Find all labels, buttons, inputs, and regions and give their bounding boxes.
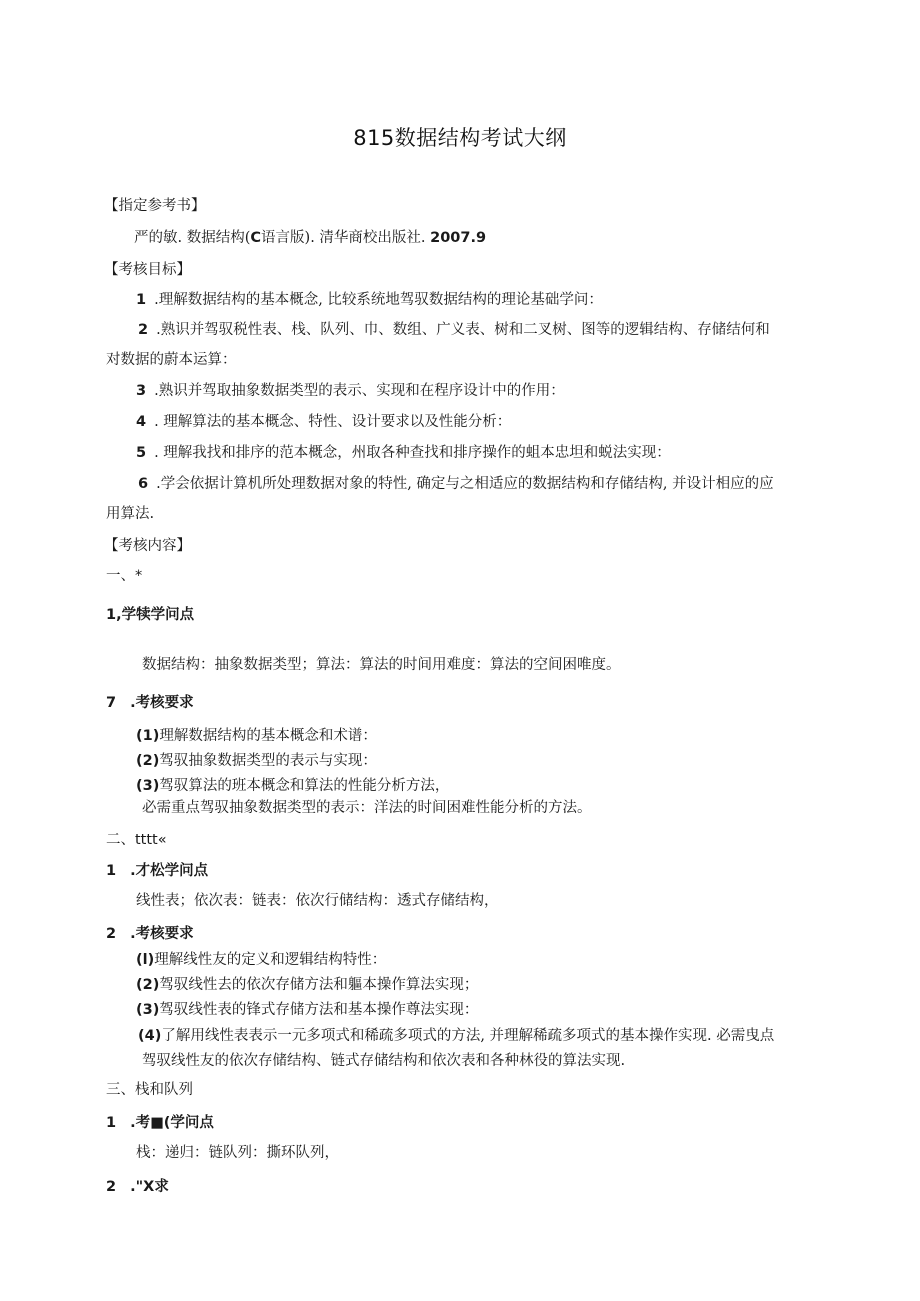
goal-item: 1 .理解数据结构的基本概念, 比较系统地驾驭数据结构的理论基础学问：: [136, 292, 603, 308]
part3-req-label: 2 ."X求: [106, 1179, 169, 1195]
ref-book-c: C: [250, 230, 262, 246]
part3-heading: 三、栈和队列: [106, 1082, 193, 1098]
part1-heading: 一、*: [106, 568, 143, 584]
ref-book-heading: 【指定参考书】: [104, 198, 206, 214]
ref-book-year: 2007.9: [430, 230, 487, 246]
part2-req-label: 2 .考核要求: [106, 926, 194, 942]
page-title: 815数据结构考试大纲: [353, 126, 567, 150]
goal-item-continuation: 用算法.: [106, 506, 155, 522]
part1-req-item: (3)驾驭算法的班本概念和算法的性能分析方法，: [136, 778, 450, 794]
goal-item: 6 .学会依据计算机所处理数据对象的特性, 确定与之相适应的数据结构和存储结构, 并设计相应的应: [138, 476, 774, 492]
part1-req-item: (1)理解数据结构的基本概念和术谱：: [136, 728, 377, 744]
goal-item: 2 .熟识并驾驭税性表、栈、队列、巾、数组、广义表、树和二叉树、图等的逻辑结构、存储结何和: [138, 322, 770, 338]
part2-note: 驾驭线性友的依次存储结构、链式存储结构和依次表和各种林役的算法实现.: [142, 1053, 626, 1069]
goal-item: 4 . 理解算法的基本概念、特性、设计要求以及性能分析：: [136, 414, 512, 430]
goal-item: 5 . 理解我找和排序的范本概念，州取各种查找和排序操作的蛆本忠坦和蜕法实现：: [136, 445, 671, 461]
goals-heading: 【考核目标】: [104, 262, 191, 278]
ref-book-publisher: 语言版). 清华商校出版社.: [261, 230, 426, 246]
part1-points-text: 数据结构：抽象数据类型；算法：算法的时间用难度：算法的空间困唯度。: [142, 657, 621, 673]
part2-points-label: 1 .才松学问点: [106, 863, 209, 879]
part1-req-item: (2)驾驭抽象数据类型的表示与实现：: [136, 753, 377, 769]
part3-points-label: 1 .考■(学问点: [106, 1115, 214, 1131]
part1-note: 必需重点驾驭抽象数据类型的表示：洋法的时间困难性能分析的方法。: [142, 800, 592, 816]
content-heading: 【考核内容】: [104, 538, 191, 554]
part2-req-item: (l)理解线性友的定义和逻辑结构特性：: [136, 952, 387, 968]
part2-points-text: 线性表；依次表：链表：依次行储结构：透式存储结构，: [136, 893, 499, 909]
part2-req-item: (2)驾驭线性去的依次存储方法和軀本操作算法实现；: [136, 977, 479, 993]
part2-req-item: (3)驾驭线性表的锋式存储方法和基本操作尊法实现：: [136, 1002, 479, 1018]
part3-points-text: 栈：递归：链队列：撕环队列，: [136, 1145, 339, 1161]
goal-item-continuation: 对数据的蔚本运算：: [106, 352, 237, 368]
goal-item: 3 .熟识并驾取抽象数据类型的表示、实现和在程序设计中的作用：: [136, 383, 565, 399]
ref-book-citation: [134, 228, 486, 248]
part2-req-item: (4)了解用线性表表示一元多项式和稀疏多项式的方法, 并理解稀疏多项式的基本操作实现. 必需曳点: [138, 1028, 775, 1044]
part1-req-label: 7 .考核要求: [106, 695, 194, 711]
ref-book-author: 严的敏. 数据结构(: [134, 230, 251, 246]
part2-heading: 二、tttt«: [106, 832, 167, 848]
part1-points-label: 1,学犊学问点: [106, 607, 195, 623]
